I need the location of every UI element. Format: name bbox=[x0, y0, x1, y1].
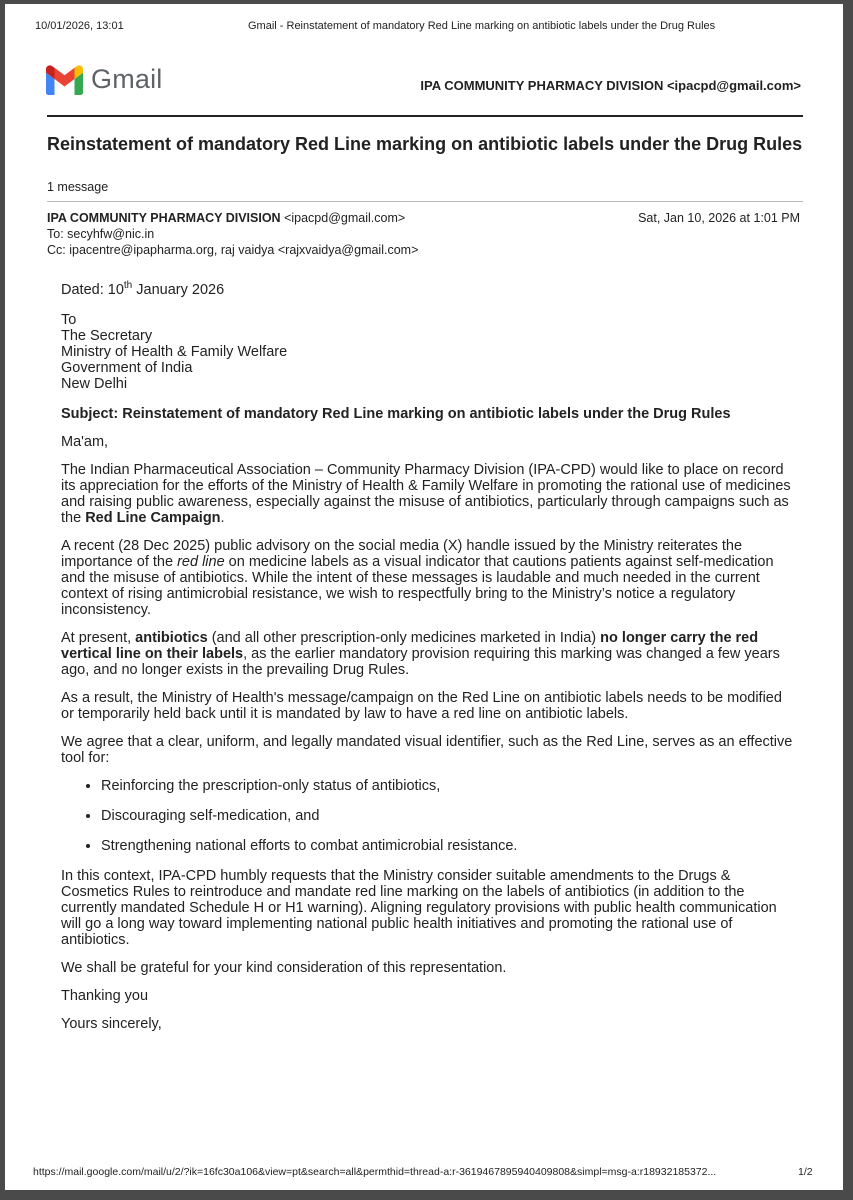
message-count: 1 message bbox=[47, 180, 109, 194]
salutation: Ma'am, bbox=[61, 433, 109, 450]
sender-email: <ipacpd@gmail.com> bbox=[284, 211, 406, 225]
gmail-logo[interactable] bbox=[46, 64, 163, 95]
print-page bbox=[5, 4, 843, 1190]
message-body bbox=[61, 278, 796, 1044]
list-item: • Discouraging self-medication, and bbox=[101, 808, 796, 824]
paragraph-4: As a result, the Ministry of Health's message/campaign on the Red Line on antibiotic labels needs to be modified or temporarily held back until it is mandated by law to have a red line on antibiotic labels. bbox=[61, 689, 782, 722]
header-divider bbox=[47, 115, 803, 117]
gmail-wordmark: Gmail bbox=[91, 64, 163, 94]
print-url: https://mail.google.com/mail/u/2/?ik=16fc30a106&view=pt&search=all&permthid=thread-a:r-3619467895940409808&simpl=msg-a:r18932185372... bbox=[33, 1166, 717, 1178]
print-page-title: Gmail - Reinstatement of mandatory Red Line marking on antibiotic labels under the Drug Rules bbox=[248, 20, 716, 32]
paragraph-1: The Indian Pharmaceutical Association – Community Pharmacy Division (IPA-CPD) would like to place on record its appreciation for the efforts of the Ministry of Health & Family Welfare in promoting the rational use of medicines and raising public awareness, especially against the misuse of antibiotics, particularly through campaigns such as the Red Line Campaign. bbox=[61, 461, 791, 526]
recipient-address: To The Secretary Ministry of Health & Family Welfare Government of India New Delhi bbox=[61, 311, 288, 392]
letter-date: Dated: 10th January 2026 bbox=[61, 280, 225, 298]
paragraph-6: In this context, IPA-CPD humbly requests that the Ministry consider suitable amendments to the Drugs & Cosmetics Rules to reintroduce and mandate red line marking on the labels of antibiotics (in addition to the currently mandated Schedule H or H1 warning). Aligning regulatory provisions with public health communication will go a long way toward implementing national public health initiatives and promoting the rational use of antibiotics. bbox=[61, 867, 777, 948]
recipient-to: To: secyhfw@nic.in bbox=[47, 227, 155, 241]
gmail-m-icon bbox=[46, 65, 83, 95]
paragraph-3: At present, antibiotics (and all other prescription-only medicines marketed in India) no longer carry the red vertical line on their labels, as the earlier mandatory provision requiring this marking was changed a few years ago, and no longer exists in the prevailing Drug Rules. bbox=[61, 629, 780, 678]
message-date: Sat, Jan 10, 2026 at 1:01 PM bbox=[638, 211, 800, 225]
account-label: IPA COMMUNITY PHARMACY DIVISION <ipacpd@gmail.com> bbox=[420, 78, 801, 93]
closing-sincerely: Yours sincerely, bbox=[61, 1015, 162, 1032]
paragraph-2: A recent (28 Dec 2025) public advisory on the social media (X) handle issued by the Ministry reiterates the importance of the red line on medicine labels as a visual indicator that cautions patients against self-medication and the misuse of antibiotics. While the intent of these messages is laudable and much needed in the current context of rising antimicrobial resistance, we wish to respectfully bring to the Ministry’s notice a regulatory inconsistency. bbox=[61, 537, 774, 618]
print-datetime: 10/01/2026, 13:01 bbox=[35, 20, 124, 32]
print-page-number: 1/2 bbox=[798, 1166, 813, 1178]
paragraph-5: We agree that a clear, uniform, and legally mandated visual identifier, such as the Red Line, serves as an effective tool for: bbox=[61, 733, 793, 766]
recipient-cc: Cc: ipacentre@ipapharma.org, raj vaidya <rajxvaidya@gmail.com> bbox=[47, 243, 419, 257]
bullet-list bbox=[61, 778, 796, 854]
paragraph-7: We shall be grateful for your kind consideration of this representation. bbox=[61, 959, 507, 976]
thread-subject: Reinstatement of mandatory Red Line marking on antibiotic labels under the Drug Rules bbox=[47, 134, 803, 154]
list-item: • Strengthening national efforts to combat antimicrobial resistance. bbox=[101, 838, 796, 854]
sender-name: IPA COMMUNITY PHARMACY DIVISION bbox=[47, 211, 281, 225]
closing-thanks: Thanking you bbox=[61, 987, 149, 1004]
sender-line bbox=[47, 211, 405, 225]
letter-subject: Subject: Reinstatement of mandatory Red Line marking on antibiotic labels under the Drug Rules bbox=[61, 405, 731, 422]
thread-divider bbox=[47, 201, 803, 202]
list-item: • Reinforcing the prescription-only status of antibiotics, bbox=[101, 778, 796, 794]
